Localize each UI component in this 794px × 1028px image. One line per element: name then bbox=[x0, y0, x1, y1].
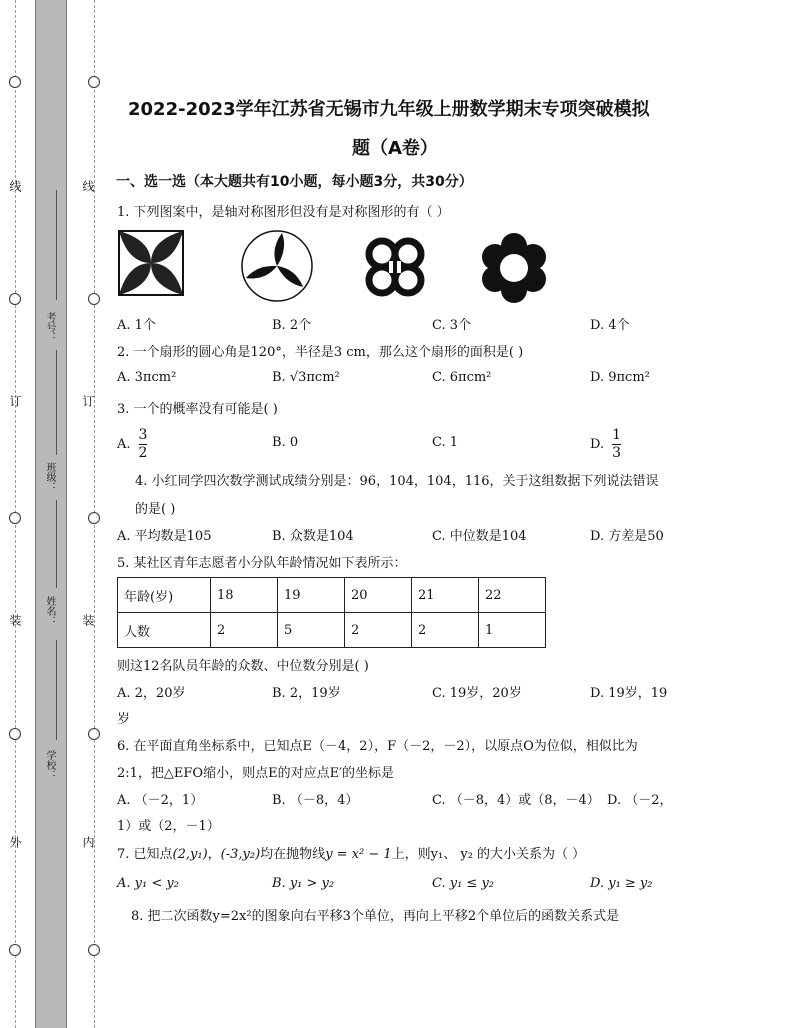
q3-option-d-label: D. bbox=[590, 436, 605, 452]
binding-hole bbox=[9, 512, 21, 524]
q3-option-b[interactable]: B. 0 bbox=[272, 435, 299, 450]
q3-option-a-label: A. bbox=[117, 436, 131, 452]
q7-stem-mid: 均在抛物线 bbox=[260, 847, 326, 862]
fraction-numerator: 3 bbox=[138, 426, 148, 443]
outer-mark-ding: 订 bbox=[8, 395, 22, 407]
q5-question: 则这12名队员年龄的众数、中位数分别是( ) bbox=[117, 659, 369, 674]
age-table bbox=[117, 577, 546, 648]
q6-option-b[interactable]: B. （－8，4） bbox=[272, 793, 359, 808]
table-header-cell: 年龄(岁) bbox=[118, 578, 211, 613]
fraction-denominator: 3 bbox=[612, 444, 622, 461]
q4-stem-line2: 的是( ) bbox=[135, 502, 176, 517]
q7-parabola: y = x² − 1 bbox=[325, 847, 392, 862]
binding-hole bbox=[88, 728, 100, 740]
q5-option-d-wrap: 岁 bbox=[117, 712, 131, 727]
table-cell: 人数 bbox=[118, 613, 211, 648]
q2-option-a[interactable]: A. 3πcm² bbox=[117, 370, 177, 385]
inner-mark-nei: 内 bbox=[81, 836, 95, 848]
exam-number-line[interactable] bbox=[56, 190, 57, 300]
binding-hole bbox=[88, 512, 100, 524]
binding-hole bbox=[9, 293, 21, 305]
outer-mark-zhuang: 装 bbox=[8, 614, 22, 626]
school-line[interactable] bbox=[56, 640, 57, 740]
fraction-numerator: 1 bbox=[612, 426, 622, 443]
binding-hole bbox=[9, 728, 21, 740]
table-header-cell: 19 bbox=[278, 578, 345, 613]
q1-option-c[interactable]: C. 3个 bbox=[432, 318, 472, 333]
q3-option-d-fraction bbox=[612, 427, 621, 462]
q3-option-a-fraction bbox=[139, 427, 148, 462]
inner-mark-ding: 订 bbox=[81, 395, 95, 407]
name-line[interactable] bbox=[56, 500, 57, 588]
q5-option-a[interactable]: A. 2，20岁 bbox=[117, 686, 186, 701]
class-line[interactable] bbox=[56, 350, 57, 455]
q1-option-b[interactable]: B. 2个 bbox=[272, 318, 312, 333]
q4-option-b[interactable]: B. 众数是104 bbox=[272, 529, 354, 544]
q4-option-c[interactable]: C. 中位数是104 bbox=[432, 529, 527, 544]
figure-flower bbox=[478, 232, 550, 304]
q5-option-c[interactable]: C. 19岁，20岁 bbox=[432, 686, 522, 701]
q2-option-b[interactable]: B. √3πcm² bbox=[272, 370, 340, 385]
table-header-cell: 20 bbox=[345, 578, 412, 613]
table-row bbox=[118, 578, 546, 613]
q2-option-d[interactable]: D. 9πcm² bbox=[590, 370, 650, 385]
figure-square-petals bbox=[118, 230, 184, 296]
binding-hole bbox=[88, 944, 100, 956]
table-header-cell: 22 bbox=[479, 578, 546, 613]
q7-point-1: (2,y₁) bbox=[172, 847, 208, 862]
q1-option-a[interactable]: A. 1个 bbox=[117, 318, 156, 333]
table-cell: 2 bbox=[412, 613, 479, 648]
table-cell: 1 bbox=[479, 613, 546, 648]
q6-option-c[interactable]: C. （－8，4）或（8，－4） bbox=[432, 793, 600, 808]
q3-option-d[interactable] bbox=[590, 424, 621, 464]
outer-mark-xian: 线 bbox=[8, 180, 22, 192]
figure-circle-blades bbox=[240, 229, 314, 303]
q6-option-d-wrap: 1）或（2，－1） bbox=[117, 819, 220, 834]
q4-option-a[interactable]: A. 平均数是105 bbox=[117, 529, 212, 544]
binding-hole bbox=[9, 76, 21, 88]
table-cell: 5 bbox=[278, 613, 345, 648]
q7-point-2: (-3,y₂) bbox=[220, 847, 261, 862]
q3-option-a[interactable] bbox=[117, 424, 147, 464]
q7-stem-prefix: 7. 已知点 bbox=[117, 847, 173, 862]
exam-number-label: 考号： bbox=[44, 312, 55, 342]
table-header-cell: 18 bbox=[211, 578, 278, 613]
exam-title: 2022-2023学年江苏省无锡市九年级上册数学期末专项突破模拟 bbox=[128, 99, 650, 120]
binding-strip bbox=[35, 0, 67, 1028]
name-label: 姓名： bbox=[44, 596, 55, 626]
fraction-denominator: 2 bbox=[138, 444, 148, 461]
figure-knot bbox=[358, 232, 432, 304]
q7-option-c[interactable]: C. y₁ ≤ y₂ bbox=[432, 876, 495, 891]
school-label: 学校： bbox=[44, 750, 55, 780]
q7-option-a[interactable]: A. y₁ < y₂ bbox=[117, 876, 179, 891]
q5-option-d[interactable]: D. 19岁，19 bbox=[590, 686, 668, 701]
q6-stem-line1: 6. 在平面直角坐标系中，已知点E（－4，2），F（－2，－2），以原点O为位似，相似比为 bbox=[117, 739, 638, 754]
q4-stem-line1: 4. 小红同学四次数学测试成绩分别是：96，104，104，116，关于这组数据下列说法错误 bbox=[135, 474, 659, 489]
binding-hole bbox=[88, 293, 100, 305]
q1-option-d[interactable]: D. 4个 bbox=[590, 318, 630, 333]
q3-stem: 3. 一个的概率没有可能是( ) bbox=[117, 402, 278, 417]
binding-hole bbox=[9, 944, 21, 956]
q5-option-b[interactable]: B. 2，19岁 bbox=[272, 686, 341, 701]
table-header-cell: 21 bbox=[412, 578, 479, 613]
q3-option-c[interactable]: C. 1 bbox=[432, 435, 459, 450]
q6-option-d[interactable]: D. （－2， bbox=[607, 793, 673, 808]
table-row bbox=[118, 613, 546, 648]
q4-option-d[interactable]: D. 方差是50 bbox=[590, 529, 664, 544]
q7-stem: 7. 已知点(2,y₁)，(-3,y₂)均在抛物线y = x² − 1上，则y₁、 y₂ 的大小关系为（ ） bbox=[117, 847, 586, 862]
inner-mark-zhuang: 装 bbox=[81, 614, 95, 626]
q7-stem-suffix: 上，则y₁、 y₂ 的大小关系为（ ） bbox=[391, 847, 586, 862]
inner-mark-xian: 线 bbox=[81, 180, 95, 192]
section-heading: 一、选一选（本大题共有10小题，每小题3分，共30分） bbox=[116, 174, 473, 190]
q2-option-c[interactable]: C. 6πcm² bbox=[432, 370, 492, 385]
q6-stem-line2: 2:1，把△EFO缩小，则点E的对应点E′的坐标是 bbox=[117, 766, 395, 781]
q6-option-a[interactable]: A. （－2，1） bbox=[117, 793, 204, 808]
exam-title-line2: 题（A卷） bbox=[352, 138, 438, 159]
q7-option-d[interactable]: D. y₁ ≥ y₂ bbox=[590, 876, 653, 891]
q2-stem: 2. 一个扇形的圆心角是120°，半径是3 cm，那么这个扇形的面积是( ) bbox=[117, 345, 524, 360]
q8-stem: 8. 把二次函数y=2x²的图象向右平移3个单位，再向上平移2个单位后的函数关系式是 bbox=[131, 909, 620, 924]
class-label: 班级： bbox=[44, 462, 55, 492]
table-cell: 2 bbox=[211, 613, 278, 648]
q1-stem: 1. 下列图案中，是轴对称图形但没有是对称图形的有（ ） bbox=[117, 205, 450, 220]
q5-stem: 5. 某社区青年志愿者小分队年龄情况如下表所示： bbox=[117, 556, 407, 571]
outer-mark-wai: 外 bbox=[8, 836, 22, 848]
table-cell: 2 bbox=[345, 613, 412, 648]
q7-option-b[interactable]: B. y₁ > y₂ bbox=[272, 876, 335, 891]
binding-hole bbox=[88, 76, 100, 88]
